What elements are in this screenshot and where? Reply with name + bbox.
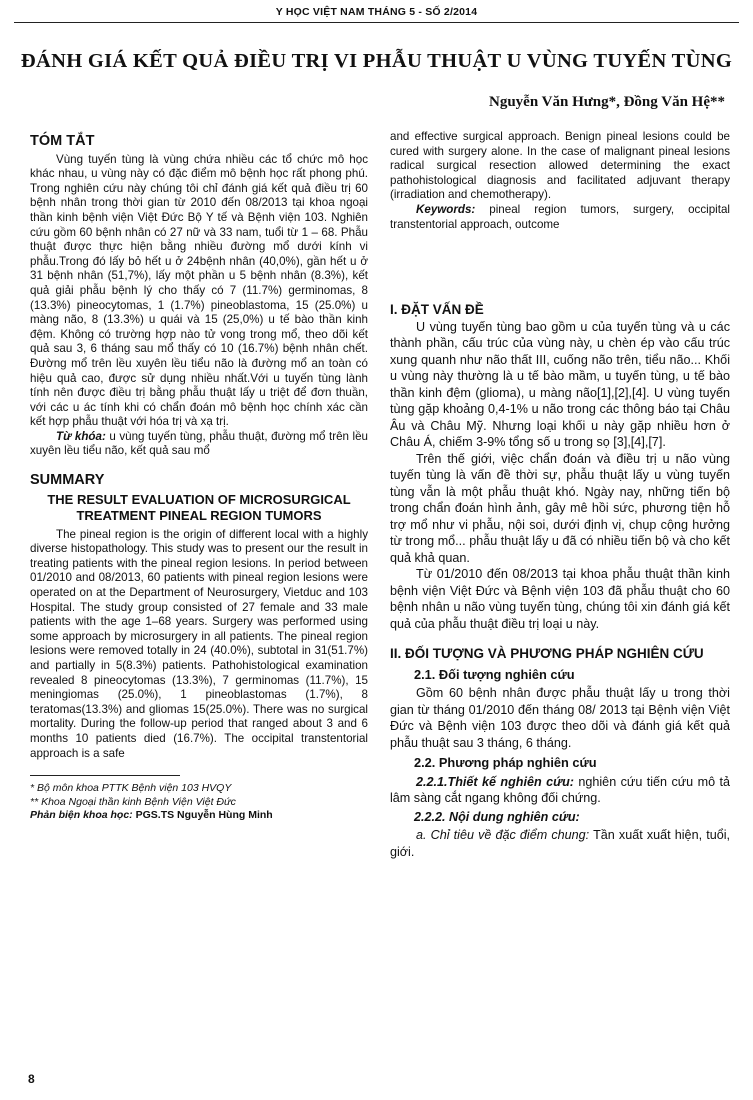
footnote-2: ** Khoa Ngoại thần kinh Bệnh Viện Việt Đức	[30, 795, 236, 808]
summary-heading: SUMMARY	[30, 472, 105, 489]
subsection-2-2: 2.2. Phương pháp nghiên cứu	[414, 755, 597, 770]
tomtat-keywords-label: Từ khóa:	[56, 429, 106, 443]
item-a	[390, 827, 730, 860]
tomtat-keywords	[30, 430, 368, 459]
subsection-2-2-1	[390, 774, 730, 807]
summary-text: The pineal region is the origin of different local with a highly diverse histopathology. This study was to present our the result in treating patients with the pineal region lesions. In period between 01/2010 and 08/2013, 60 patients with pineal region lesions were operated on at the Department of Neurosurgery, Vietduc and 103 Hospital. The study group consisted of 27 female and 33 male patients with the age 1–68 years. Surgery was performed using some approach by microsurgery in all patients. The pineal region lesions were removed totally in 24 (40.0%), subtotal in 31(51.7%) and partially in 5(8.3%) patients. Pathohistological examination revealed 8 pineocytomas (13.3%), 7 germinomas (11.7%), 15 meningiomas (25.0%), 1 pineoblastomas (1.7%), 8 teratomas(13.3%) and gliomas 15(25.0%). There was no surgical mortality. During the follow-up period that ranged about 3 and 6 months 10 patients died (16.7%). The occipital transtentorial approach is a safe	[30, 527, 368, 760]
section1-paragraph-2: Trên thế giới, việc chẩn đoán và điều trị u não vùng tuyến tùng là vấn đề thời sự, phẫu thuật lấy u vùng tuyến tùng vẫn là một phẫu thuật khó. Ngày nay, những tiến bộ trong chẩn đoán hình ảnh, gây mê hồi sức, phương tiện hỗ trợ mổ như vi phẫu, nội soi, dưới định vị, chụp cộng hưởng từ trong mổ... phẫu thuật lấy u đã có nhiều tiến bộ và cho kết quả khả quan.	[390, 451, 730, 565]
summary-title: THE RESULT EVALUATION OF MICROSURGICAL TREATMENT PINEAL REGION TUMORS	[47, 491, 351, 523]
subsection-2-2-1-text: nghiên cứu tiến cứu mô tả lâm sàng cắt ngang không đối chứng.	[390, 774, 730, 805]
section1-paragraph-1: U vùng tuyến tùng bao gồm u của tuyến tùng và u các thành phần, cấu trúc của vùng này, u chèn ép vào cấu trúc xung quanh như não thất III, cuống não trên, tiểu não... Khối u vùng này thường là u tế bào mầm, u tuyến tùng, u tế bào thần kinh đệm (glioma), u màng não[1],[2],[4]. U vùng tuyến tùng gặp khoảng 0,4-1% u não trong các thông báo tại Châu Âu và Châu Mỹ. Nhưng loại khối u này gặp nhiều hơn ở Châu Á, chiếm 3-9% tổng số u trong sọ [3],[4],[7].	[390, 319, 730, 449]
subsection-2-1: 2.1. Đối tượng nghiên cứu	[414, 666, 575, 682]
tomtat-text: Vùng tuyến tùng là vùng chứa nhiều các tổ chức mô học khác nhau, u vùng này có đặc điểm mô bệnh học rất phong phú. Trong nghiên cứu này chúng tôi chỉ đánh giá kết quả điều trị 60 bệnh nhân trong thời gian từ 2010 đến 08/2013 tại khoa ngoại thần kinh bệnh viện Việt Đức Bộ Y tế và Bệnh viện 103. Nghiên cứu gồm 60 bệnh nhân có 27 nữ và 33 nam, tuổi từ 1 – 68. Phẫu thuật được thực hiện bằng nhiều đường mổ dưới kính vi phẫu.Trong đó lấy bỏ hết u ở 24bệnh nhân (40,0%), gần hết u ở 31 bệnh nhân (51,7%), lấy một phần u 5 bệnh nhân (8.3%), kết quả giải phẫu bệnh lý cho thấy có 7 (11.7%) germinomas, 8 (13.3%) pineocytomas, 1 (1.7%) pineoblastoma, 15 (25.0%) u màng não, 8 (13.3%) u quái và 15 (25,0%) u tế bào thần kinh đệm. Không có trường hợp nào tử vong trong mổ, theo dõi kết quả sau 3, 6 tháng sau mổ thấy có 10 (16.7%) bệnh nhân chết. Đường mổ trên lều xuyên lều tiểu não là đường mổ an toàn có hiệu quả cao, được sử dụng nhiều nhất.Với u tuyến tùng lành tính nên được điều trị bằng phẫu thuật lấy u triệt để đơn thuần, với các u ác tính khi có chẩn đoán mô bệnh học chính xác cần kết hợp phẫu thuật với hóa trị và xạ trị.	[30, 152, 368, 429]
tomtat-keywords-text: u vùng tuyến tùng, phẫu thuật, đường mổ trên lều xuyên lều tiểu não, kết quả sau mổ	[30, 429, 369, 458]
article-title: ĐÁNH GIÁ KẾT QUẢ ĐIỀU TRỊ VI PHẪU THUẬT U VÙNG TUYẾN TÙNG	[20, 50, 733, 72]
right-column-body	[390, 288, 730, 860]
footnote-rule	[30, 775, 180, 776]
summary-text-continued: and effective surgical approach. Benign pineal lesions could be cured with surgery alone. In the case of malignant pineal lesions radical surgical resection allowed determining the exact pathohistological diagnosis and facilitated adjuvant therapy (irradiation and chemotherapy).	[390, 130, 730, 202]
summary-keywords-text: pineal region tumors, surgery, occipital transtentorial approach, outcome	[390, 202, 730, 231]
left-column	[30, 130, 368, 823]
authors: Nguyễn Văn Hưng*, Đồng Văn Hệ**	[489, 94, 725, 110]
section1-heading: I. ĐẶT VẤN ĐỀ	[390, 302, 484, 317]
subsection-2-1-text: Gồm 60 bệnh nhân được phẫu thuật lấy u trong thời gian từ tháng 01/2010 đến tháng 08/ 2013 tại Bệnh viện Việt Đức và Bệnh viện 103 được theo dõi và đánh giá kết quả phẫu thuật sau 3 tháng, 6 tháng.	[390, 686, 730, 750]
subsection-2-2-2: 2.2.2. Nội dung nghiên cứu:	[414, 809, 580, 824]
section2-heading: II. ĐỐI TƯỢNG VÀ PHƯƠNG PHÁP NGHIÊN CỨU	[390, 646, 704, 661]
section1-paragraph-3: Từ 01/2010 đến 08/2013 tại khoa phẫu thuật thần kinh bệnh viện Việt Đức và Bệnh viện 103 đã phẫu thuật cho 60 bệnh nhân u não vùng tuyến tùng, chúng tôi xin đánh giá kết quả của phẫu thuật điều trị loại u này.	[390, 567, 730, 631]
summary-keywords-label: Keywords:	[416, 202, 476, 216]
tomtat-heading: TÓM TẮT	[30, 133, 95, 149]
item-a-label: a. Chỉ tiêu về đặc điểm chung:	[416, 828, 590, 842]
summary-keywords	[390, 203, 730, 232]
reviewer-line	[30, 809, 368, 823]
right-column	[390, 130, 730, 232]
page-number: 8	[28, 1072, 35, 1086]
running-head: Y HỌC VIỆT NAM THÁNG 5 - SỐ 2/2014	[275, 6, 478, 18]
reviewer-name: PGS.TS Nguyễn Hùng Minh	[135, 809, 273, 822]
item-a-text: Tần xuất xuất hiện, tuổi, giới.	[390, 828, 730, 859]
reviewer-label: Phản biện khoa học:	[30, 809, 133, 822]
header-rule	[14, 22, 739, 23]
subsection-2-2-1-label: 2.2.1.Thiết kế nghiên cứu:	[416, 774, 574, 789]
footnote-1: * Bộ môn khoa PTTK Bệnh viện 103 HVQY	[30, 782, 232, 795]
